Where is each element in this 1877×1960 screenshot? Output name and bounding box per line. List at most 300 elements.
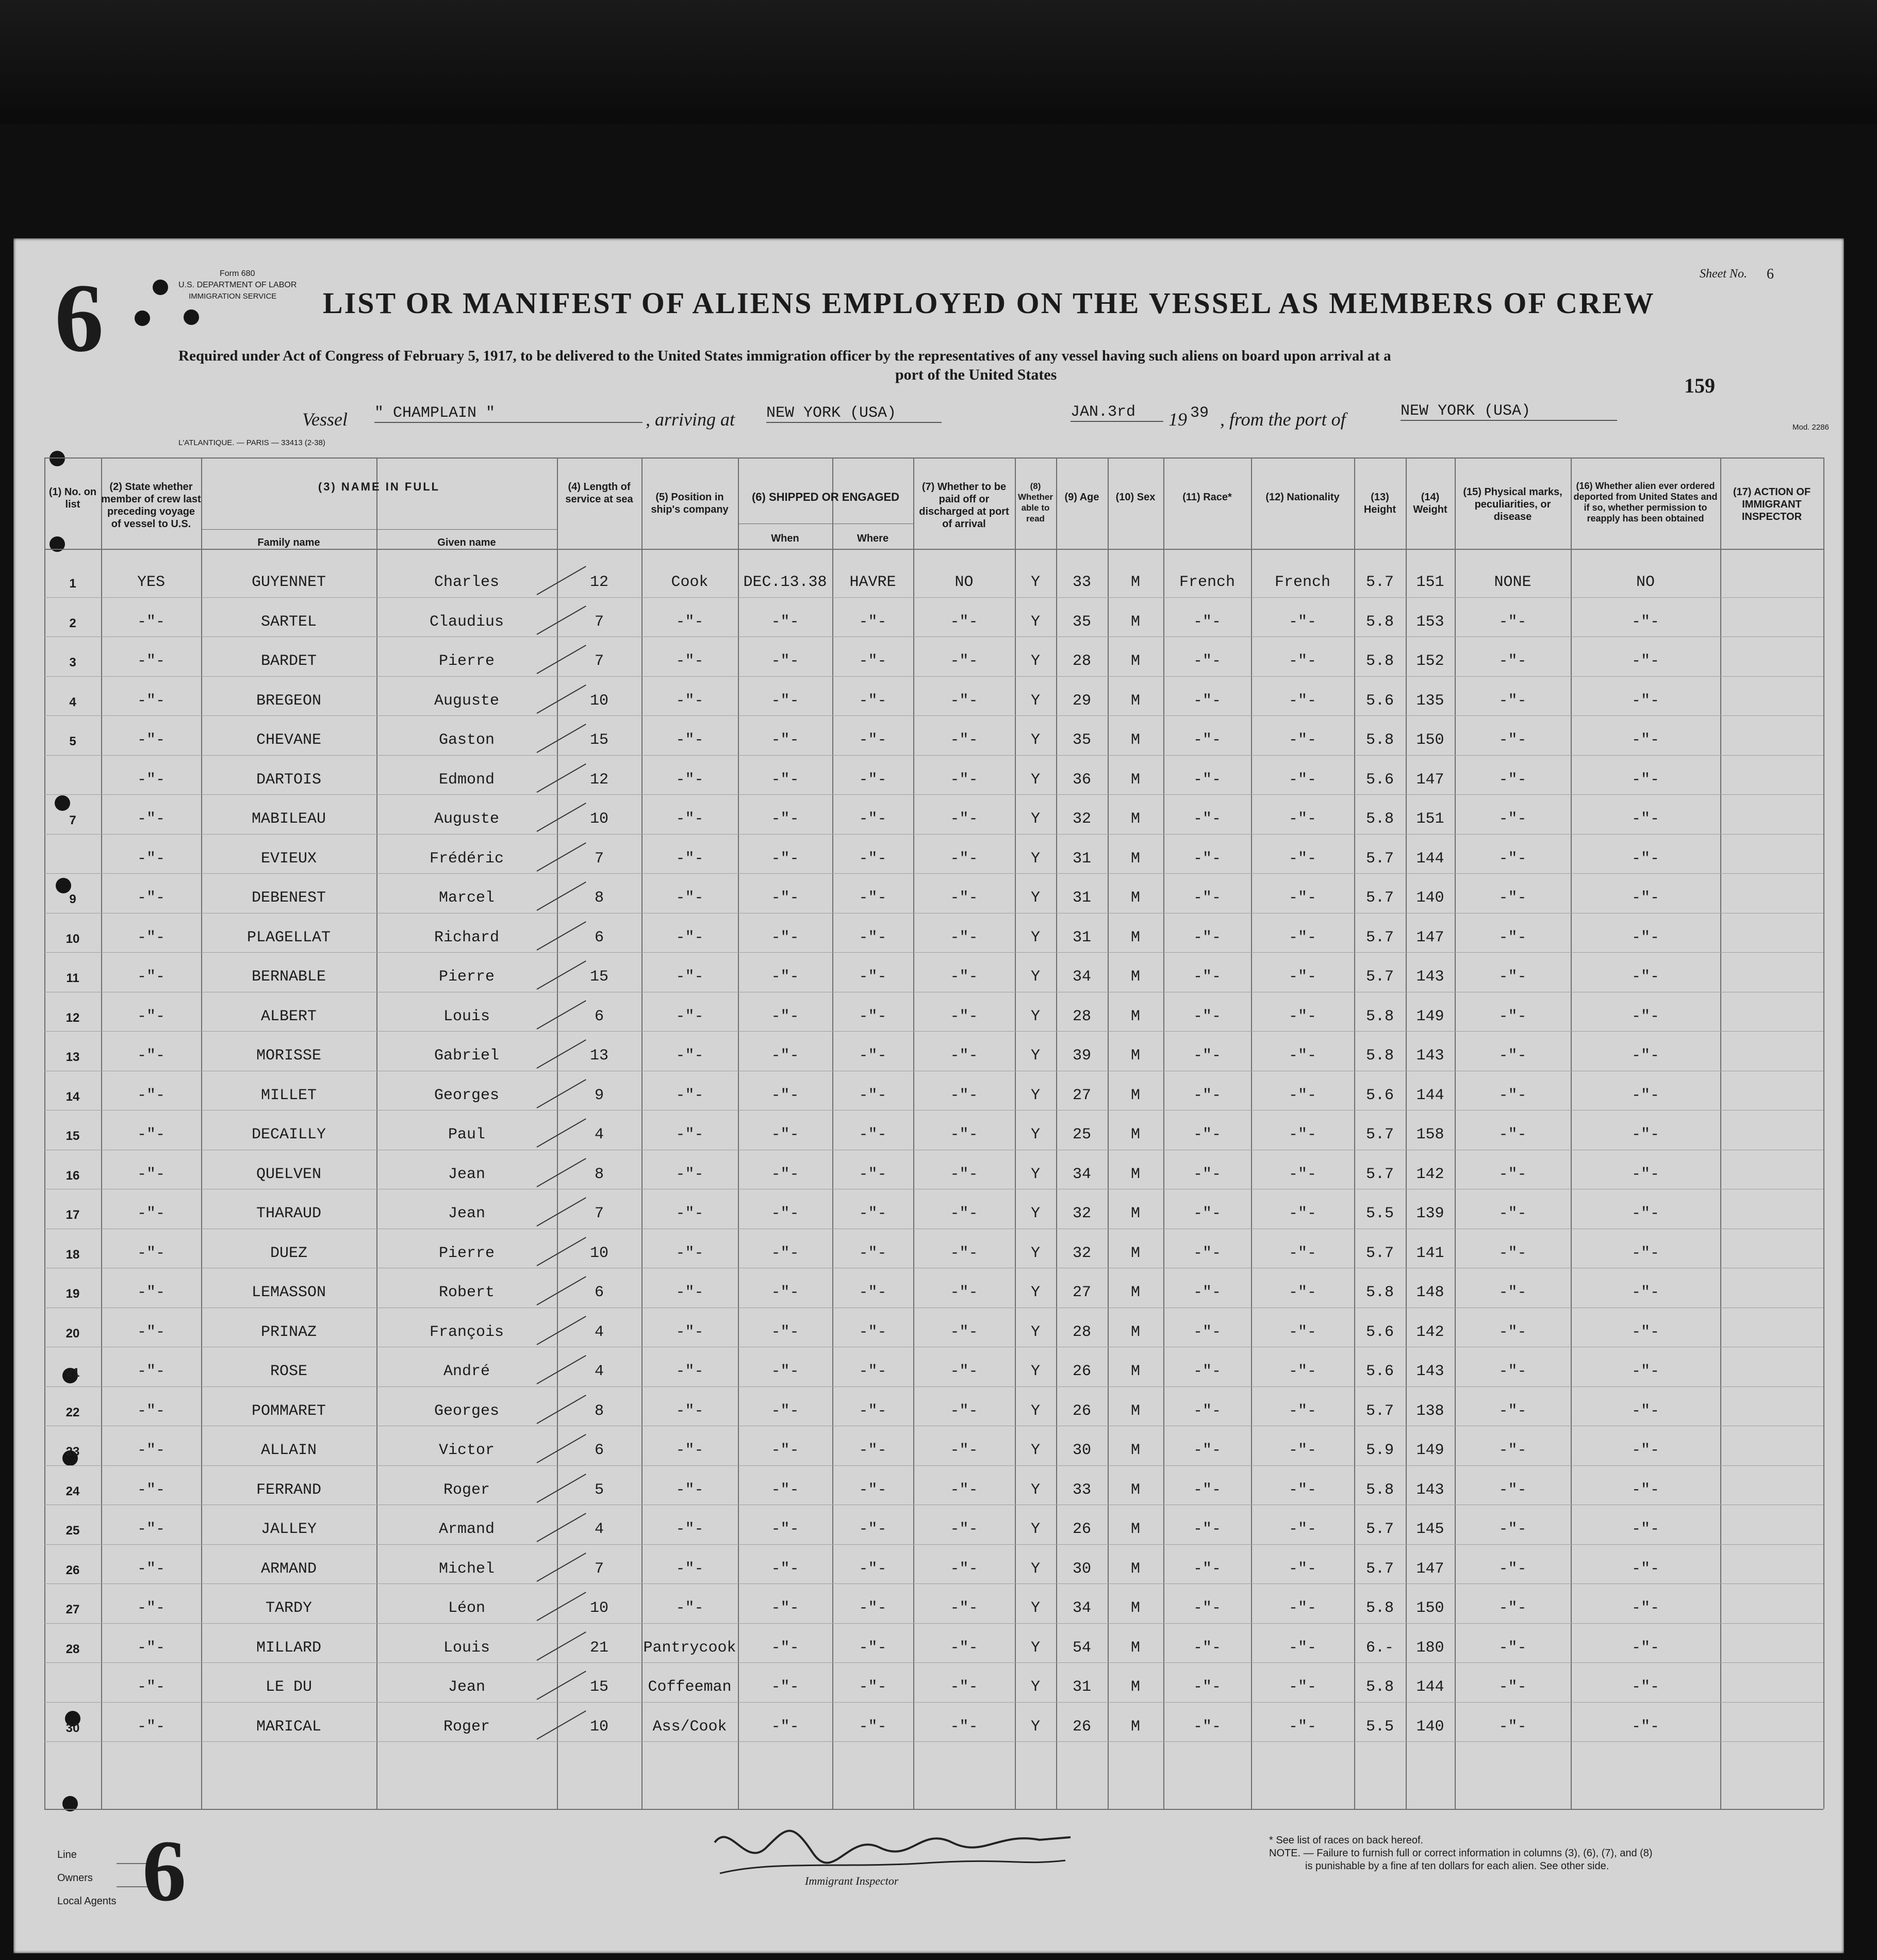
able-to-read-cell: Y xyxy=(1030,1323,1040,1341)
given-name-cell: Georges xyxy=(434,1086,500,1104)
shipped-where-cell: -"- xyxy=(859,1086,887,1104)
deported-cell: -"- xyxy=(1631,968,1659,986)
height-cell: 5.8 xyxy=(1365,1047,1394,1065)
position-cell: Ass/Cook xyxy=(652,1718,727,1736)
shipped-where-cell: -"- xyxy=(859,1363,887,1380)
nationality-cell: -"- xyxy=(1288,1363,1316,1380)
deported-cell: -"- xyxy=(1631,1363,1659,1380)
manifest-sheet xyxy=(13,238,1844,1953)
age-cell: 34 xyxy=(1072,968,1091,986)
service-length-cell: 6 xyxy=(594,928,604,946)
weight-cell: 144 xyxy=(1416,1086,1444,1104)
able-to-read-cell: Y xyxy=(1030,968,1040,986)
previous-voyage-cell: -"- xyxy=(137,1639,165,1657)
given-name-cell: Frédéric xyxy=(429,850,504,868)
previous-voyage-cell: -"- xyxy=(137,1718,165,1736)
table-row xyxy=(13,1150,1844,1190)
row-number: 10 xyxy=(65,932,80,946)
paid-off-cell: -"- xyxy=(950,652,978,670)
physical-marks-cell: -"- xyxy=(1499,1560,1527,1578)
height-cell: 5.6 xyxy=(1365,771,1394,789)
service-length-cell: 21 xyxy=(589,1639,608,1657)
service-length-cell: 12 xyxy=(589,771,608,789)
table-row xyxy=(13,637,1844,677)
position-cell: -"- xyxy=(676,1363,704,1380)
shipped-when-cell: -"- xyxy=(771,1718,799,1736)
family-name-cell: MARICAL xyxy=(256,1718,322,1736)
header-paid-off: (7) Whether to be paid off or discharged at port of arrival xyxy=(919,481,1009,530)
page-number: 159 xyxy=(1684,374,1715,397)
paid-off-cell: -"- xyxy=(950,1126,978,1144)
able-to-read-cell: Y xyxy=(1030,652,1040,670)
row-number: 14 xyxy=(65,1089,80,1104)
race-cell: -"- xyxy=(1193,850,1221,868)
height-cell: 5.8 xyxy=(1365,1007,1394,1025)
nationality-cell: -"- xyxy=(1288,1678,1316,1696)
age-cell: 35 xyxy=(1072,731,1091,749)
sex-cell: M xyxy=(1130,810,1140,828)
position-cell: -"- xyxy=(676,613,704,631)
nationality-cell: -"- xyxy=(1288,968,1316,986)
service-length-cell: 10 xyxy=(589,1244,608,1262)
age-cell: 32 xyxy=(1072,1244,1091,1262)
able-to-read-cell: Y xyxy=(1030,731,1040,749)
given-name-cell: Armand xyxy=(438,1521,495,1538)
nationality-cell: -"- xyxy=(1288,1442,1316,1459)
service-length-cell: 9 xyxy=(594,1086,604,1104)
sex-cell: M xyxy=(1130,1599,1140,1617)
nationality-cell: -"- xyxy=(1288,1205,1316,1222)
service-length-cell: 4 xyxy=(594,1323,604,1341)
deported-cell: -"- xyxy=(1631,731,1659,749)
shipped-where-cell: HAVRE xyxy=(849,574,896,591)
shipped-where-cell: -"- xyxy=(859,1126,887,1144)
weight-cell: 153 xyxy=(1416,613,1444,631)
table-row xyxy=(13,677,1844,716)
shipped-when-cell: -"- xyxy=(771,1284,799,1301)
shipped-where-cell: -"- xyxy=(859,692,887,710)
position-cell: -"- xyxy=(676,1165,704,1183)
row-number: 26 xyxy=(65,1563,80,1577)
shipped-where-cell: -"- xyxy=(859,1639,887,1657)
paid-off-cell: -"- xyxy=(950,1442,978,1459)
service-length-cell: 8 xyxy=(594,889,604,907)
physical-marks-cell: -"- xyxy=(1499,1718,1527,1736)
table-row xyxy=(13,716,1844,756)
given-name-cell: Louis xyxy=(443,1007,490,1025)
height-cell: 5.7 xyxy=(1365,1560,1394,1578)
paid-off-cell: -"- xyxy=(950,692,978,710)
race-cell: French xyxy=(1179,574,1236,591)
physical-marks-cell: -"- xyxy=(1499,1481,1527,1499)
age-cell: 26 xyxy=(1072,1521,1091,1538)
paid-off-cell: -"- xyxy=(950,889,978,907)
nationality-cell: -"- xyxy=(1288,1521,1316,1538)
row-number: 9 xyxy=(69,892,76,906)
given-name-cell: Auguste xyxy=(434,692,500,710)
shipped-where-cell: -"- xyxy=(859,1284,887,1301)
name-subheader-rule xyxy=(201,529,557,530)
header-able-to-read: (8) Whether able to read xyxy=(1018,481,1053,524)
able-to-read-cell: Y xyxy=(1030,1442,1040,1459)
header-shipped-or-engaged: (6) SHIPPED OR ENGAGED xyxy=(751,491,900,503)
family-name-cell: ALBERT xyxy=(260,1007,317,1025)
physical-marks-cell: -"- xyxy=(1499,850,1527,868)
age-cell: 26 xyxy=(1072,1402,1091,1420)
paid-off-cell: -"- xyxy=(950,1599,978,1617)
paid-off-cell: -"- xyxy=(950,1639,978,1657)
height-cell: 5.7 xyxy=(1365,1402,1394,1420)
family-name-cell: TARDY xyxy=(265,1599,312,1617)
row-number: 7 xyxy=(69,813,76,827)
shipped-when-cell: -"- xyxy=(771,1639,799,1657)
paid-off-cell: -"- xyxy=(950,850,978,868)
service-length-cell: 8 xyxy=(594,1402,604,1420)
given-name-cell: Jean xyxy=(448,1165,485,1183)
row-number: 24 xyxy=(65,1484,80,1498)
deported-cell: -"- xyxy=(1631,1047,1659,1065)
previous-voyage-cell: -"- xyxy=(137,731,165,749)
weight-cell: 138 xyxy=(1416,1402,1444,1420)
weight-cell: 150 xyxy=(1416,731,1444,749)
shipped-where-cell: -"- xyxy=(859,1047,887,1065)
shipped-when-cell: -"- xyxy=(771,1363,799,1380)
vessel-label: Vessel xyxy=(302,409,348,430)
nationality-cell: -"- xyxy=(1288,1560,1316,1578)
nationality-cell: -"- xyxy=(1288,1639,1316,1657)
physical-marks-cell: -"- xyxy=(1499,731,1527,749)
paid-off-cell: -"- xyxy=(950,1481,978,1499)
position-cell: -"- xyxy=(676,692,704,710)
age-cell: 33 xyxy=(1072,1481,1091,1499)
service-length-cell: 15 xyxy=(589,968,608,986)
weight-cell: 143 xyxy=(1416,1481,1444,1499)
physical-marks-cell: -"- xyxy=(1499,1007,1527,1025)
shipped-where-cell: -"- xyxy=(859,968,887,986)
paid-off-cell: -"- xyxy=(950,1560,978,1578)
height-cell: 5.6 xyxy=(1365,692,1394,710)
sex-cell: M xyxy=(1130,1718,1140,1736)
subtitle-line-2: port of the United States xyxy=(895,366,1057,383)
previous-voyage-cell: -"- xyxy=(137,850,165,868)
sex-cell: M xyxy=(1130,1007,1140,1025)
position-cell: Pantrycook xyxy=(643,1639,736,1657)
race-cell: -"- xyxy=(1193,968,1221,986)
page-title: LIST OR MANIFEST OF ALIENS EMPLOYED ON THE VESSEL AS MEMBERS OF CREW xyxy=(323,286,1655,320)
punch-hole xyxy=(50,451,65,466)
paid-off-cell: -"- xyxy=(950,1521,978,1538)
race-cell: -"- xyxy=(1193,1363,1221,1380)
position-cell: -"- xyxy=(676,1442,704,1459)
paid-off-cell: -"- xyxy=(950,810,978,828)
deported-cell: -"- xyxy=(1631,1481,1659,1499)
sex-cell: M xyxy=(1130,1126,1140,1144)
physical-marks-cell: -"- xyxy=(1499,1402,1527,1420)
nationality-cell: -"- xyxy=(1288,1086,1316,1104)
height-cell: 6.- xyxy=(1365,1639,1394,1657)
sex-cell: M xyxy=(1130,574,1140,591)
nationality-cell: -"- xyxy=(1288,928,1316,946)
shipped-when-cell: -"- xyxy=(771,1678,799,1696)
able-to-read-cell: Y xyxy=(1030,1481,1040,1499)
shipped-when-cell: -"- xyxy=(771,652,799,670)
given-name-cell: Roger xyxy=(443,1718,490,1736)
given-name-cell: Jean xyxy=(448,1205,485,1222)
arriving-port: NEW YORK (USA) xyxy=(766,404,942,423)
family-name-cell: MILLARD xyxy=(256,1639,322,1657)
able-to-read-cell: Y xyxy=(1030,1678,1040,1696)
weight-cell: 147 xyxy=(1416,928,1444,946)
race-cell: -"- xyxy=(1193,928,1221,946)
height-cell: 5.7 xyxy=(1365,968,1394,986)
given-name-cell: Charles xyxy=(434,574,500,591)
table-row xyxy=(13,1032,1844,1071)
family-name-cell: CHEVANE xyxy=(256,731,322,749)
able-to-read-cell: Y xyxy=(1030,692,1040,710)
able-to-read-cell: Y xyxy=(1030,1126,1040,1144)
shipped-when-cell: -"- xyxy=(771,1007,799,1025)
height-cell: 5.8 xyxy=(1365,731,1394,749)
given-name-cell: Richard xyxy=(434,928,500,946)
given-name-cell: Louis xyxy=(443,1639,490,1657)
previous-voyage-cell: -"- xyxy=(137,1521,165,1538)
age-cell: 27 xyxy=(1072,1284,1091,1301)
physical-marks-cell: -"- xyxy=(1499,1639,1527,1657)
printer-imprint: L'ATLANTIQUE. — PARIS — 33413 (2-38) xyxy=(178,438,325,447)
row-number: 2 xyxy=(69,616,76,630)
able-to-read-cell: Y xyxy=(1030,613,1040,631)
weight-cell: 139 xyxy=(1416,1205,1444,1222)
service-length-cell: 6 xyxy=(594,1442,604,1459)
shipped-when-cell: -"- xyxy=(771,692,799,710)
shipped-where-cell: -"- xyxy=(859,1599,887,1617)
service-length-cell: 10 xyxy=(589,692,608,710)
previous-voyage-cell: -"- xyxy=(137,968,165,986)
header-sex: (10) Sex xyxy=(1115,492,1156,503)
row-number: 18 xyxy=(65,1247,80,1262)
able-to-read-cell: Y xyxy=(1030,928,1040,946)
row-number: 16 xyxy=(65,1168,80,1183)
age-cell: 26 xyxy=(1072,1363,1091,1380)
previous-voyage-cell: -"- xyxy=(137,1442,165,1459)
given-name-cell: Robert xyxy=(438,1284,495,1301)
row-rule xyxy=(44,1741,1823,1742)
given-name-cell: Claudius xyxy=(429,613,504,631)
family-name-cell: GUYENNET xyxy=(251,574,326,591)
deported-cell: -"- xyxy=(1631,1284,1659,1301)
race-cell: -"- xyxy=(1193,889,1221,907)
deported-cell: -"- xyxy=(1631,1323,1659,1341)
shipped-where-cell: -"- xyxy=(859,652,887,670)
nationality-cell: -"- xyxy=(1288,1599,1316,1617)
footer-line-label: Line xyxy=(57,1849,77,1860)
sex-cell: M xyxy=(1130,652,1140,670)
weight-cell: 144 xyxy=(1416,1678,1444,1696)
deported-cell: -"- xyxy=(1631,613,1659,631)
table-row xyxy=(13,1703,1844,1742)
row-number: 30 xyxy=(65,1721,80,1735)
given-name-cell: Gaston xyxy=(438,731,495,749)
from-port-label: , from the port of xyxy=(1220,409,1346,430)
physical-marks-cell: -"- xyxy=(1499,1205,1527,1222)
age-cell: 34 xyxy=(1072,1165,1091,1183)
shipped-where-cell: -"- xyxy=(859,1481,887,1499)
shipped-where-cell: -"- xyxy=(859,771,887,789)
nationality-cell: -"- xyxy=(1288,1007,1316,1025)
weight-cell: 142 xyxy=(1416,1165,1444,1183)
shipped-when-cell: -"- xyxy=(771,771,799,789)
given-name-cell: François xyxy=(429,1323,504,1341)
given-name-cell: Léon xyxy=(448,1599,485,1617)
family-name-cell: DUEZ xyxy=(270,1244,307,1262)
physical-marks-cell: -"- xyxy=(1499,889,1527,907)
deported-cell: -"- xyxy=(1631,850,1659,868)
weight-cell: 158 xyxy=(1416,1126,1444,1144)
height-cell: 5.7 xyxy=(1365,574,1394,591)
arriving-label: , arriving at xyxy=(646,409,735,430)
deported-cell: -"- xyxy=(1631,1402,1659,1420)
header-given-name: Given name xyxy=(437,537,496,548)
height-cell: 5.7 xyxy=(1365,1244,1394,1262)
physical-marks-cell: -"- xyxy=(1499,613,1527,631)
nationality-cell: -"- xyxy=(1288,1323,1316,1341)
age-cell: 30 xyxy=(1072,1442,1091,1459)
sex-cell: M xyxy=(1130,1165,1140,1183)
punch-hole xyxy=(184,309,199,325)
header-physical-marks: (15) Physical marks, peculiarities, or disease xyxy=(1463,486,1562,522)
age-cell: 29 xyxy=(1072,692,1091,710)
sex-cell: M xyxy=(1130,928,1140,946)
row-number: 11 xyxy=(66,971,79,985)
position-cell: -"- xyxy=(676,1323,704,1341)
given-name-cell: Paul xyxy=(448,1126,485,1144)
given-name-cell: André xyxy=(443,1363,490,1380)
paid-off-cell: -"- xyxy=(950,1047,978,1065)
position-cell: -"- xyxy=(676,1126,704,1144)
physical-marks-cell: -"- xyxy=(1499,1599,1527,1617)
nationality-cell: -"- xyxy=(1288,613,1316,631)
position-cell: -"- xyxy=(676,652,704,670)
age-cell: 54 xyxy=(1072,1639,1091,1657)
family-name-cell: DECAILLY xyxy=(251,1126,326,1144)
shipped-where-cell: -"- xyxy=(859,850,887,868)
position-cell: Cook xyxy=(671,574,709,591)
paid-off-cell: -"- xyxy=(950,1323,978,1341)
previous-voyage-cell: -"- xyxy=(137,1244,165,1262)
shipped-when-cell: -"- xyxy=(771,850,799,868)
shipped-when-cell: -"- xyxy=(771,731,799,749)
service-length-cell: 4 xyxy=(594,1363,604,1380)
height-cell: 5.7 xyxy=(1365,1521,1394,1538)
nationality-cell: -"- xyxy=(1288,850,1316,868)
race-cell: -"- xyxy=(1193,1639,1221,1657)
position-cell: -"- xyxy=(676,1047,704,1065)
deported-cell: -"- xyxy=(1631,1244,1659,1262)
family-name-cell: EVIEUX xyxy=(260,850,317,868)
service-length-cell: 4 xyxy=(594,1521,604,1538)
vessel-name: " CHAMPLAIN " xyxy=(374,404,643,423)
nationality-cell: -"- xyxy=(1288,1402,1316,1420)
physical-marks-cell: -"- xyxy=(1499,1521,1527,1538)
previous-voyage-cell: YES xyxy=(137,574,165,591)
shipped-when-cell: -"- xyxy=(771,1599,799,1617)
table-row xyxy=(13,835,1844,874)
physical-marks-cell: -"- xyxy=(1499,1244,1527,1262)
previous-voyage-cell: -"- xyxy=(137,1560,165,1578)
table-row xyxy=(13,795,1844,835)
header-position: (5) Position in ship's company xyxy=(651,492,729,515)
physical-marks-cell: -"- xyxy=(1499,928,1527,946)
table-row xyxy=(13,1505,1844,1545)
row-number: 27 xyxy=(65,1603,80,1616)
race-cell: -"- xyxy=(1193,1323,1221,1341)
paid-off-cell: -"- xyxy=(950,731,978,749)
family-name-cell: ROSE xyxy=(270,1363,307,1380)
sex-cell: M xyxy=(1130,968,1140,986)
age-cell: 25 xyxy=(1072,1126,1091,1144)
position-cell: -"- xyxy=(676,968,704,986)
shipped-where-cell: -"- xyxy=(859,1521,887,1538)
family-name-cell: DARTOIS xyxy=(256,771,322,789)
shipped-where-cell: -"- xyxy=(859,889,887,907)
position-cell: -"- xyxy=(676,1086,704,1104)
height-cell: 5.8 xyxy=(1365,1678,1394,1696)
physical-marks-cell: -"- xyxy=(1499,1363,1527,1380)
physical-marks-cell: -"- xyxy=(1499,1047,1527,1065)
able-to-read-cell: Y xyxy=(1030,1284,1040,1301)
footer-note-2: NOTE. — Failure to furnish full or correct information in columns (3), (6), (7), and (8) xyxy=(1269,1848,1653,1859)
deported-cell: -"- xyxy=(1631,1560,1659,1578)
previous-voyage-cell: -"- xyxy=(137,1599,165,1617)
position-cell: -"- xyxy=(676,1205,704,1222)
weight-cell: 149 xyxy=(1416,1442,1444,1459)
nationality-cell: -"- xyxy=(1288,1047,1316,1065)
family-name-cell: JALLEY xyxy=(260,1521,317,1538)
position-cell: -"- xyxy=(676,1244,704,1262)
paid-off-cell: -"- xyxy=(950,1402,978,1420)
paid-off-cell: -"- xyxy=(950,1165,978,1183)
row-number: 12 xyxy=(65,1010,80,1025)
able-to-read-cell: Y xyxy=(1030,850,1040,868)
family-name-cell: LE DU xyxy=(265,1678,312,1696)
service-length-cell: 5 xyxy=(594,1481,604,1499)
service-length-cell: 10 xyxy=(589,1718,608,1736)
able-to-read-cell: Y xyxy=(1030,1205,1040,1222)
previous-voyage-cell: -"- xyxy=(137,928,165,946)
able-to-read-cell: Y xyxy=(1030,1718,1040,1736)
position-cell: -"- xyxy=(676,1599,704,1617)
shipped-when-cell: -"- xyxy=(771,889,799,907)
shipped-when-cell: -"- xyxy=(771,1126,799,1144)
height-cell: 5.5 xyxy=(1365,1718,1394,1736)
table-bottom-border xyxy=(44,1809,1823,1810)
previous-voyage-cell: -"- xyxy=(137,810,165,828)
service-length-cell: 15 xyxy=(589,731,608,749)
previous-voyage-cell: -"- xyxy=(137,613,165,631)
deported-cell: -"- xyxy=(1631,1599,1659,1617)
shipped-where-cell: -"- xyxy=(859,1442,887,1459)
shipped-where-cell: -"- xyxy=(859,1402,887,1420)
able-to-read-cell: Y xyxy=(1030,810,1040,828)
shipped-where-cell: -"- xyxy=(859,810,887,828)
family-name-cell: FERRAND xyxy=(256,1481,322,1499)
service-length-cell: 12 xyxy=(589,574,608,591)
shipped-where-cell: -"- xyxy=(859,1323,887,1341)
header-shipped-when: When xyxy=(771,533,799,544)
service-length-cell: 10 xyxy=(589,1599,608,1617)
given-name-cell: Marcel xyxy=(438,889,495,907)
row-number: 1 xyxy=(69,577,76,591)
